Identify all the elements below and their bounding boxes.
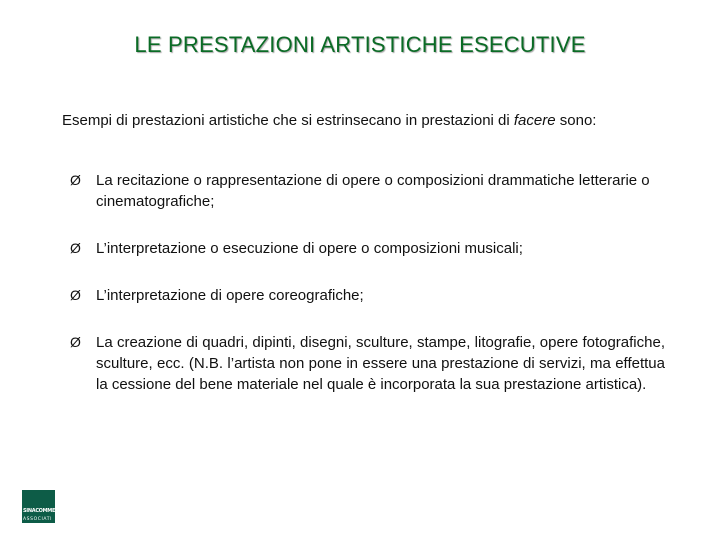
bullet-item xyxy=(70,170,665,212)
intro-text-after: sono: xyxy=(555,112,597,129)
logo-subtitle: ASSOCIATI xyxy=(23,517,53,522)
intro-emphasis: facere xyxy=(513,112,556,129)
bullet-item xyxy=(70,285,665,306)
logo-name: SINACOMMELLO xyxy=(23,508,65,514)
intro-text-before: Esempi di prestazioni artistiche che si estrinsecano in prestazioni di xyxy=(62,112,514,129)
arrow-bullet-icon: Ø xyxy=(70,287,81,303)
arrow-bullet-icon: Ø xyxy=(70,240,81,256)
bullet-text: L’interpretazione di opere coreografiche; xyxy=(96,287,364,304)
company-logo xyxy=(22,490,65,523)
slide-title: LE PRESTAZIONI ARTISTICHE ESECUTIVE xyxy=(134,32,586,57)
arrow-bullet-icon: Ø xyxy=(70,172,81,188)
bullet-text: La recitazione o rappresentazione di opere o composizioni drammatiche letterarie o cinematografiche; xyxy=(96,172,650,210)
intro-paragraph xyxy=(62,110,665,131)
arrow-bullet-icon: Ø xyxy=(70,334,81,350)
bullet-list xyxy=(70,170,665,421)
bullet-text: L’interpretazione o esecuzione di opere o composizioni musicali; xyxy=(96,240,523,257)
bullet-text: La creazione di quadri, dipinti, disegni, sculture, stampe, litografie, opere fotografiche, sculture, ecc. (N.B. l’artista non pone in essere una prestazione di servizi, ma effettua la cessione del bene materiale nel quale è incorporata la sua prestazione artistica). xyxy=(96,334,665,393)
bullet-item xyxy=(70,238,665,259)
bullet-item xyxy=(70,332,665,395)
